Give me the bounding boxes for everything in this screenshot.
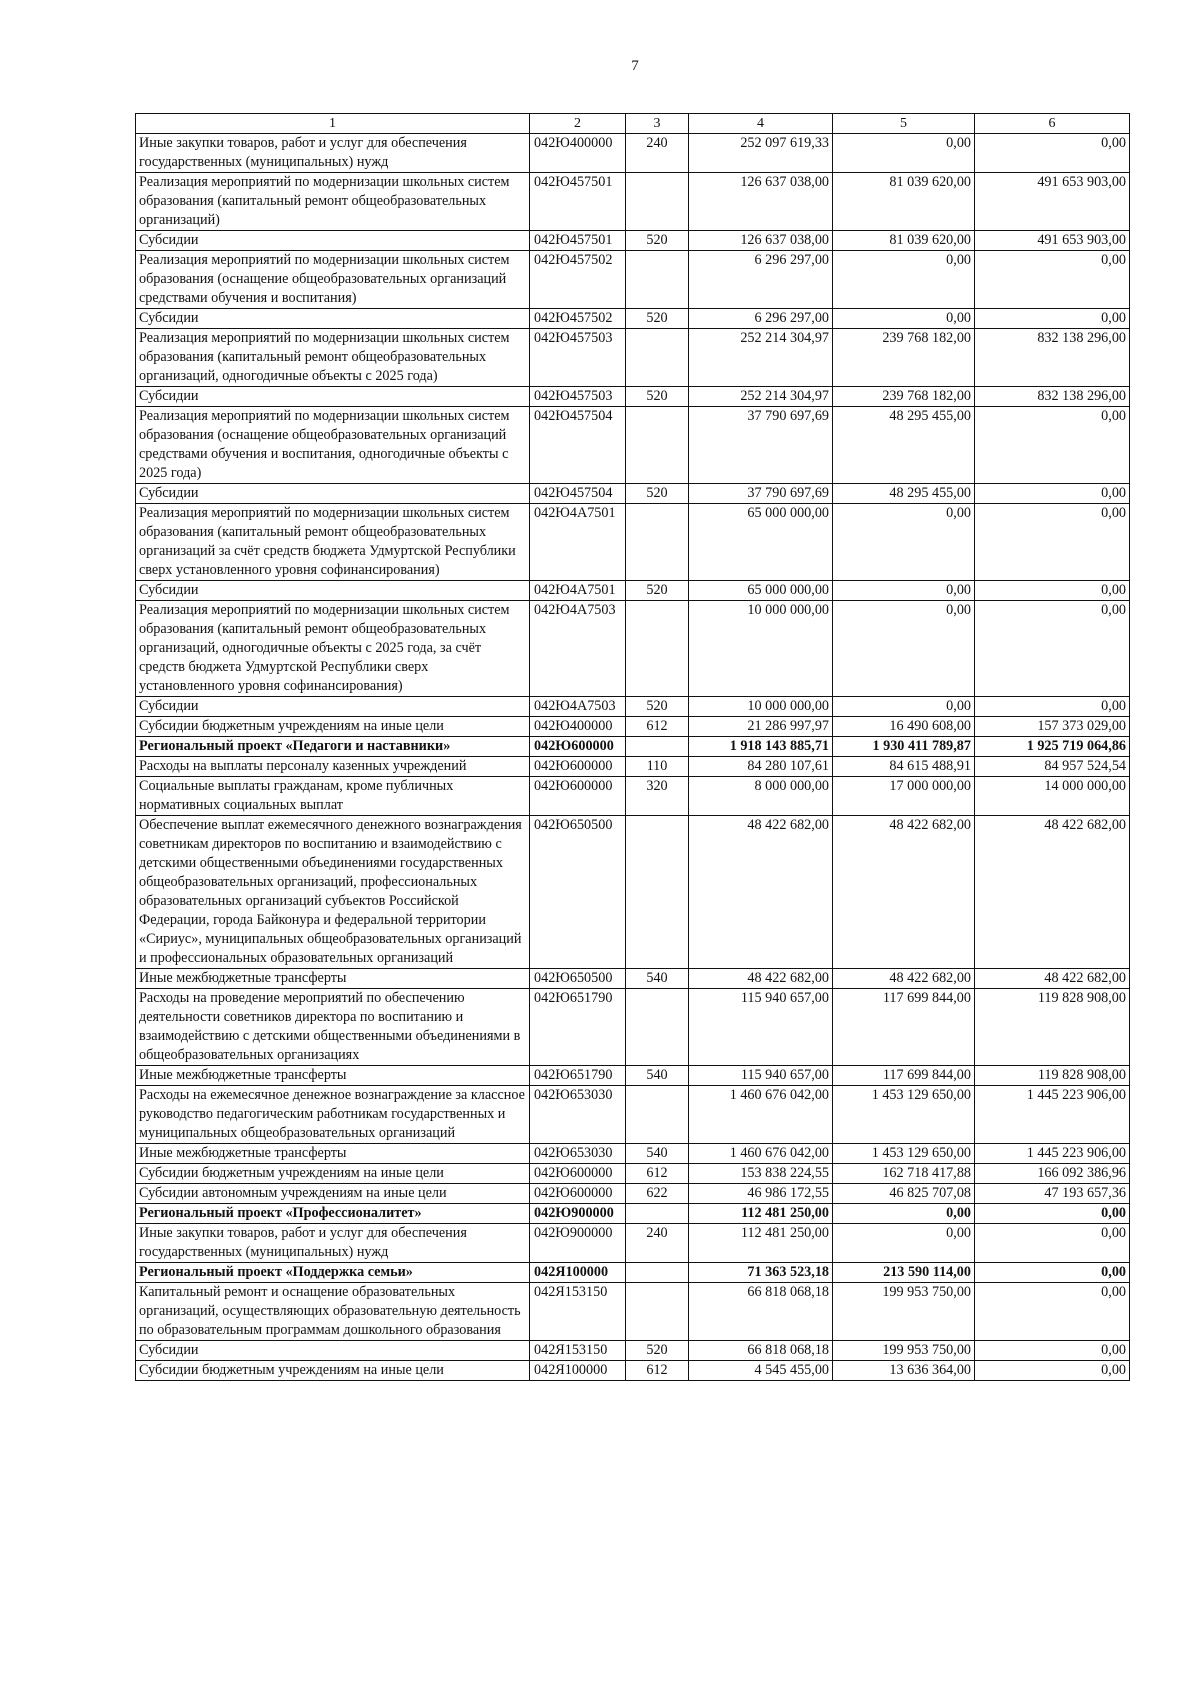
target-code-cell: 042Ю400000 — [530, 717, 626, 737]
expense-type-cell — [626, 251, 689, 309]
expense-name-cell: Иные межбюджетные трансферты — [136, 1144, 530, 1164]
amount-col4-cell: 6 296 297,00 — [689, 251, 833, 309]
expense-name-cell: Субсидии — [136, 387, 530, 407]
expense-name-cell: Расходы на выплаты персоналу казенных учреждений — [136, 757, 530, 777]
expense-type-cell — [626, 1283, 689, 1341]
table-row — [136, 697, 1130, 717]
target-code-cell: 042Ю4А7503 — [530, 601, 626, 697]
expense-name-cell: Субсидии — [136, 309, 530, 329]
expense-type-cell: 612 — [626, 1361, 689, 1381]
amount-col6-cell: 0,00 — [975, 1224, 1130, 1263]
target-code-cell: 042Ю400000 — [530, 134, 626, 173]
amount-col5-cell: 0,00 — [833, 504, 975, 581]
page-number: 7 — [631, 58, 639, 74]
expense-name-cell: Иные межбюджетные трансферты — [136, 1066, 530, 1086]
amount-col5-cell: 199 953 750,00 — [833, 1283, 975, 1341]
table-row — [136, 601, 1130, 697]
table-row — [136, 173, 1130, 231]
table-row — [136, 309, 1130, 329]
amount-col5-cell: 0,00 — [833, 1224, 975, 1263]
amount-col6-cell: 491 653 903,00 — [975, 231, 1130, 251]
expense-type-cell — [626, 816, 689, 969]
expense-type-cell: 320 — [626, 777, 689, 816]
table-row — [136, 231, 1130, 251]
column-header: 2 — [530, 114, 626, 134]
amount-col5-cell: 199 953 750,00 — [833, 1341, 975, 1361]
expense-type-cell: 520 — [626, 231, 689, 251]
expense-name-cell: Региональный проект «Профессионалитет» — [136, 1204, 530, 1224]
expense-name-cell: Субсидии — [136, 1341, 530, 1361]
expense-name-cell: Субсидии бюджетным учреждениям на иные цели — [136, 1164, 530, 1184]
expense-type-cell: 520 — [626, 697, 689, 717]
expense-type-cell: 110 — [626, 757, 689, 777]
amount-col6-cell: 1 445 223 906,00 — [975, 1086, 1130, 1144]
amount-col6-cell: 48 422 682,00 — [975, 816, 1130, 969]
table-row — [136, 581, 1130, 601]
amount-col4-cell: 46 986 172,55 — [689, 1184, 833, 1204]
table-row — [136, 1066, 1130, 1086]
amount-col5-cell: 16 490 608,00 — [833, 717, 975, 737]
amount-col4-cell: 48 422 682,00 — [689, 969, 833, 989]
expense-name-cell: Реализация мероприятий по модернизации школьных систем образования (капитальный ремонт общеобразовательных организаций) — [136, 173, 530, 231]
amount-col5-cell: 239 768 182,00 — [833, 387, 975, 407]
expense-name-cell: Капитальный ремонт и оснащение образовательных организаций, осуществляющих образовательную деятельность по образовательным программам дошкольного образования — [136, 1283, 530, 1341]
amount-col4-cell: 4 545 455,00 — [689, 1361, 833, 1381]
target-code-cell: 042Ю653030 — [530, 1144, 626, 1164]
project-total-row — [136, 1263, 1130, 1283]
expense-type-cell: 240 — [626, 1224, 689, 1263]
target-code-cell: 042Ю600000 — [530, 1164, 626, 1184]
expense-type-cell — [626, 173, 689, 231]
amount-col6-cell: 0,00 — [975, 1204, 1130, 1224]
amount-col5-cell: 1 453 129 650,00 — [833, 1144, 975, 1164]
amount-col5-cell: 0,00 — [833, 1204, 975, 1224]
amount-col5-cell: 213 590 114,00 — [833, 1263, 975, 1283]
expense-type-cell: 540 — [626, 969, 689, 989]
amount-col4-cell: 252 214 304,97 — [689, 329, 833, 387]
amount-col4-cell: 112 481 250,00 — [689, 1204, 833, 1224]
amount-col6-cell: 0,00 — [975, 1283, 1130, 1341]
amount-col4-cell: 10 000 000,00 — [689, 697, 833, 717]
table-row — [136, 1164, 1130, 1184]
expense-type-cell — [626, 1086, 689, 1144]
table-row — [136, 989, 1130, 1066]
expense-type-cell: 520 — [626, 581, 689, 601]
amount-col5-cell: 0,00 — [833, 309, 975, 329]
expense-name-cell: Реализация мероприятий по модернизации школьных систем образования (капитальный ремонт общеобразовательных организаций, одногодичные объекты с 2025 года) — [136, 329, 530, 387]
amount-col6-cell: 0,00 — [975, 407, 1130, 484]
amount-col6-cell: 0,00 — [975, 134, 1130, 173]
expense-name-cell: Региональный проект «Поддержка семьи» — [136, 1263, 530, 1283]
target-code-cell: 042Ю900000 — [530, 1224, 626, 1263]
column-header: 3 — [626, 114, 689, 134]
expense-name-cell: Субсидии бюджетным учреждениям на иные цели — [136, 1361, 530, 1381]
target-code-cell: 042Я100000 — [530, 1361, 626, 1381]
amount-col4-cell: 37 790 697,69 — [689, 407, 833, 484]
target-code-cell: 042Ю600000 — [530, 777, 626, 816]
amount-col6-cell: 166 092 386,96 — [975, 1164, 1130, 1184]
amount-col5-cell: 1 930 411 789,87 — [833, 737, 975, 757]
expense-type-cell — [626, 407, 689, 484]
budget-table — [135, 113, 1130, 1381]
expense-name-cell: Иные закупки товаров, работ и услуг для обеспечения государственных (муниципальных) нужд — [136, 134, 530, 173]
table-row — [136, 757, 1130, 777]
amount-col4-cell: 6 296 297,00 — [689, 309, 833, 329]
amount-col5-cell: 81 039 620,00 — [833, 173, 975, 231]
table-row — [136, 1184, 1130, 1204]
target-code-cell: 042Ю651790 — [530, 989, 626, 1066]
column-header: 4 — [689, 114, 833, 134]
expense-type-cell: 520 — [626, 309, 689, 329]
target-code-cell: 042Ю650500 — [530, 969, 626, 989]
amount-col6-cell: 119 828 908,00 — [975, 1066, 1130, 1086]
amount-col4-cell: 37 790 697,69 — [689, 484, 833, 504]
target-code-cell: 042Я153150 — [530, 1283, 626, 1341]
amount-col6-cell: 491 653 903,00 — [975, 173, 1130, 231]
table-row — [136, 1283, 1130, 1341]
table-row — [136, 407, 1130, 484]
amount-col5-cell: 0,00 — [833, 697, 975, 717]
table-row — [136, 1224, 1130, 1263]
expense-type-cell — [626, 737, 689, 757]
table-row — [136, 1341, 1130, 1361]
amount-col5-cell: 48 422 682,00 — [833, 969, 975, 989]
table-row — [136, 251, 1130, 309]
amount-col4-cell: 48 422 682,00 — [689, 816, 833, 969]
amount-col6-cell: 157 373 029,00 — [975, 717, 1130, 737]
amount-col5-cell: 46 825 707,08 — [833, 1184, 975, 1204]
column-number-row — [136, 114, 1130, 134]
amount-col4-cell: 1 460 676 042,00 — [689, 1086, 833, 1144]
amount-col6-cell: 0,00 — [975, 309, 1130, 329]
amount-col6-cell: 119 828 908,00 — [975, 989, 1130, 1066]
amount-col4-cell: 1 918 143 885,71 — [689, 737, 833, 757]
target-code-cell: 042Ю900000 — [530, 1204, 626, 1224]
table-row — [136, 969, 1130, 989]
amount-col6-cell: 832 138 296,00 — [975, 387, 1130, 407]
expense-name-cell: Иные межбюджетные трансферты — [136, 969, 530, 989]
amount-col5-cell: 17 000 000,00 — [833, 777, 975, 816]
project-total-row — [136, 737, 1130, 757]
table-row — [136, 816, 1130, 969]
expense-type-cell: 520 — [626, 387, 689, 407]
amount-col6-cell: 0,00 — [975, 1341, 1130, 1361]
project-total-row — [136, 1204, 1130, 1224]
expense-type-cell: 240 — [626, 134, 689, 173]
expense-name-cell: Обеспечение выплат ежемесячного денежного вознаграждения советникам директоров по воспитанию и взаимодействию с детскими общественными объединениями государственных общеобразовательных организаций, профессиональных образовательных организаций субъектов Российской Федерации, города Байконура и федеральной территории «Сириус», муниципальных общеобразовательных организаций и профессиональных образовательных организаций — [136, 816, 530, 969]
amount-col6-cell: 1 445 223 906,00 — [975, 1144, 1130, 1164]
amount-col5-cell: 0,00 — [833, 251, 975, 309]
amount-col6-cell: 47 193 657,36 — [975, 1184, 1130, 1204]
amount-col6-cell: 84 957 524,54 — [975, 757, 1130, 777]
target-code-cell: 042Ю457503 — [530, 329, 626, 387]
table-row — [136, 1086, 1130, 1144]
amount-col4-cell: 65 000 000,00 — [689, 581, 833, 601]
target-code-cell: 042Ю651790 — [530, 1066, 626, 1086]
amount-col4-cell: 66 818 068,18 — [689, 1283, 833, 1341]
amount-col5-cell: 0,00 — [833, 601, 975, 697]
expense-name-cell: Реализация мероприятий по модернизации школьных систем образования (оснащение общеобразовательных организаций средствами обучения и воспитания, одногодичные объекты с 2025 года) — [136, 407, 530, 484]
target-code-cell: 042Ю457503 — [530, 387, 626, 407]
expense-type-cell: 540 — [626, 1066, 689, 1086]
amount-col5-cell: 48 295 455,00 — [833, 484, 975, 504]
expense-name-cell: Расходы на проведение мероприятий по обеспечению деятельности советников директора по воспитанию и взаимодействию с детскими общественными объединениями в общеобразовательных организациях — [136, 989, 530, 1066]
target-code-cell: 042Ю653030 — [530, 1086, 626, 1144]
amount-col4-cell: 65 000 000,00 — [689, 504, 833, 581]
amount-col4-cell: 115 940 657,00 — [689, 989, 833, 1066]
expense-type-cell — [626, 1263, 689, 1283]
target-code-cell: 042Ю600000 — [530, 737, 626, 757]
amount-col4-cell: 115 940 657,00 — [689, 1066, 833, 1086]
amount-col6-cell: 1 925 719 064,86 — [975, 737, 1130, 757]
amount-col5-cell: 13 636 364,00 — [833, 1361, 975, 1381]
amount-col4-cell: 112 481 250,00 — [689, 1224, 833, 1263]
target-code-cell: 042Ю4А7501 — [530, 581, 626, 601]
target-code-cell: 042Ю4А7501 — [530, 504, 626, 581]
amount-col4-cell: 126 637 038,00 — [689, 173, 833, 231]
amount-col4-cell: 252 097 619,33 — [689, 134, 833, 173]
table-row — [136, 134, 1130, 173]
expense-name-cell: Субсидии — [136, 484, 530, 504]
amount-col6-cell: 0,00 — [975, 1361, 1130, 1381]
amount-col6-cell: 0,00 — [975, 581, 1130, 601]
table-row — [136, 329, 1130, 387]
amount-col4-cell: 66 818 068,18 — [689, 1341, 833, 1361]
target-code-cell: 042Ю600000 — [530, 757, 626, 777]
expense-type-cell — [626, 989, 689, 1066]
amount-col4-cell: 71 363 523,18 — [689, 1263, 833, 1283]
amount-col6-cell: 48 422 682,00 — [975, 969, 1130, 989]
target-code-cell: 042Ю4А7503 — [530, 697, 626, 717]
table-row — [136, 484, 1130, 504]
expense-type-cell — [626, 504, 689, 581]
amount-col4-cell: 8 000 000,00 — [689, 777, 833, 816]
expense-name-cell: Иные закупки товаров, работ и услуг для обеспечения государственных (муниципальных) нужд — [136, 1224, 530, 1263]
target-code-cell: 042Ю600000 — [530, 1184, 626, 1204]
target-code-cell: 042Ю457502 — [530, 309, 626, 329]
expense-name-cell: Субсидии — [136, 231, 530, 251]
expense-name-cell: Субсидии — [136, 581, 530, 601]
expense-name-cell: Реализация мероприятий по модернизации школьных систем образования (капитальный ремонт общеобразовательных организаций, одногодичные объекты с 2025 года, за счёт средств бюджета Удмуртской Республики сверх установленного уровня софинансирования) — [136, 601, 530, 697]
expense-name-cell: Реализация мероприятий по модернизации школьных систем образования (капитальный ремонт общеобразовательных организаций за счёт средств бюджета Удмуртской Республики сверх установленного уровня софинансирования) — [136, 504, 530, 581]
expense-name-cell: Субсидии автономным учреждениям на иные цели — [136, 1184, 530, 1204]
target-code-cell: 042Ю457502 — [530, 251, 626, 309]
table-row — [136, 717, 1130, 737]
target-code-cell: 042Ю457504 — [530, 407, 626, 484]
amount-col5-cell: 117 699 844,00 — [833, 989, 975, 1066]
table-row — [136, 1361, 1130, 1381]
table-row — [136, 387, 1130, 407]
expense-name-cell: Региональный проект «Педагоги и наставники» — [136, 737, 530, 757]
column-header: 1 — [136, 114, 530, 134]
amount-col6-cell: 0,00 — [975, 251, 1130, 309]
table-row — [136, 777, 1130, 816]
amount-col6-cell: 14 000 000,00 — [975, 777, 1130, 816]
expense-type-cell: 612 — [626, 1164, 689, 1184]
amount-col4-cell: 10 000 000,00 — [689, 601, 833, 697]
amount-col5-cell: 81 039 620,00 — [833, 231, 975, 251]
table-row — [136, 504, 1130, 581]
target-code-cell: 042Ю457504 — [530, 484, 626, 504]
amount-col6-cell: 832 138 296,00 — [975, 329, 1130, 387]
column-header: 5 — [833, 114, 975, 134]
target-code-cell: 042Ю457501 — [530, 173, 626, 231]
amount-col6-cell: 0,00 — [975, 484, 1130, 504]
expense-name-cell: Реализация мероприятий по модернизации школьных систем образования (оснащение общеобразовательных организаций средствами обучения и воспитания) — [136, 251, 530, 309]
expense-type-cell: 520 — [626, 484, 689, 504]
amount-col5-cell: 48 422 682,00 — [833, 816, 975, 969]
target-code-cell: 042Ю650500 — [530, 816, 626, 969]
column-header: 6 — [975, 114, 1130, 134]
amount-col5-cell: 84 615 488,91 — [833, 757, 975, 777]
expense-type-cell — [626, 1204, 689, 1224]
target-code-cell: 042Я100000 — [530, 1263, 626, 1283]
amount-col4-cell: 252 214 304,97 — [689, 387, 833, 407]
expense-name-cell: Социальные выплаты гражданам, кроме публичных нормативных социальных выплат — [136, 777, 530, 816]
amount-col6-cell: 0,00 — [975, 504, 1130, 581]
amount-col5-cell: 0,00 — [833, 134, 975, 173]
expense-name-cell: Расходы на ежемесячное денежное вознаграждение за классное руководство педагогическим работникам государственных и муниципальных общеобразовательных организаций — [136, 1086, 530, 1144]
amount-col5-cell: 0,00 — [833, 581, 975, 601]
expense-name-cell: Субсидии — [136, 697, 530, 717]
expense-type-cell: 622 — [626, 1184, 689, 1204]
amount-col4-cell: 153 838 224,55 — [689, 1164, 833, 1184]
expense-type-cell — [626, 601, 689, 697]
amount-col6-cell: 0,00 — [975, 697, 1130, 717]
amount-col5-cell: 239 768 182,00 — [833, 329, 975, 387]
expense-type-cell: 540 — [626, 1144, 689, 1164]
amount-col5-cell: 1 453 129 650,00 — [833, 1086, 975, 1144]
amount-col5-cell: 162 718 417,88 — [833, 1164, 975, 1184]
expense-name-cell: Субсидии бюджетным учреждениям на иные цели — [136, 717, 530, 737]
amount-col4-cell: 21 286 997,97 — [689, 717, 833, 737]
expense-type-cell — [626, 329, 689, 387]
amount-col5-cell: 117 699 844,00 — [833, 1066, 975, 1086]
amount-col6-cell: 0,00 — [975, 1263, 1130, 1283]
amount-col4-cell: 126 637 038,00 — [689, 231, 833, 251]
amount-col5-cell: 48 295 455,00 — [833, 407, 975, 484]
target-code-cell: 042Я153150 — [530, 1341, 626, 1361]
amount-col6-cell: 0,00 — [975, 601, 1130, 697]
expense-type-cell: 612 — [626, 717, 689, 737]
amount-col4-cell: 1 460 676 042,00 — [689, 1144, 833, 1164]
target-code-cell: 042Ю457501 — [530, 231, 626, 251]
amount-col4-cell: 84 280 107,61 — [689, 757, 833, 777]
expense-type-cell: 520 — [626, 1341, 689, 1361]
table-row — [136, 1144, 1130, 1164]
